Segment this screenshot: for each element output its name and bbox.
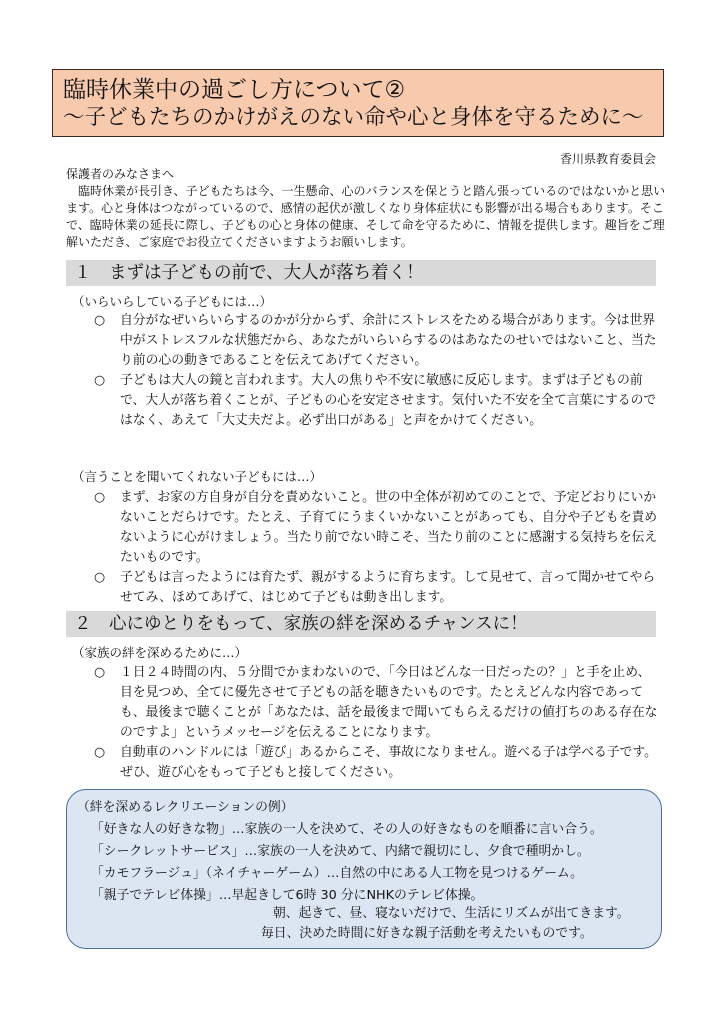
section-2-heading: ２ 心にゆとりをもって、家族の絆を深めるチャンスに！	[66, 611, 656, 637]
bullet-icon: ○	[94, 373, 106, 388]
bullet-icon: ○	[94, 665, 106, 680]
list-item: ○ 自分がなぜいらいらするのかが分からず、余計にストレスをためる場合があります。今は世界中がストレスフルな状態だから、あなたがいらいらするのはあなたのせいではないこと、当たり前の心の動きであることを伝えてあげてください。	[94, 311, 658, 371]
title-box	[52, 69, 664, 137]
section-1-group-1-list	[94, 311, 658, 431]
section-2-group-1-list	[94, 663, 658, 783]
list-item: ○ 子どもは言ったようには育たず、親がするように育ちます。して見せて、言って聞かせてやらせてみ、ほめてあげて、はじめて子どもは動き出します。	[94, 568, 658, 608]
list-item: ○ 自動車のハンドルには「遊び」あるからこそ、事故になりません。遊べる子は学べる子です。ぜひ、遊び心をもって子どもと接してください。	[94, 743, 658, 783]
recreation-closing-2: 毎日、決めた時間に好きな親子活動を考えたいものです。	[261, 926, 593, 941]
recreation-item: 「親子でテレビ体操」…早起きして6時 30 分にNHKのテレビ体操。	[91, 888, 484, 903]
recreation-title: （絆を深めるレクリエーションの例）	[77, 800, 294, 815]
bullet-icon: ○	[94, 313, 106, 328]
list-item: ○ 子どもは大人の鏡と言われます。大人の焦りや不安に敏感に反応します。まずは子どもの前で、大人が落ち着くことが、子どもの心を安定させます。気付いた不安を全て言葉にするのではなく、あえて「大丈夫だよ。必ず出口がある」と声をかけてください。	[94, 371, 658, 431]
list-item: ○ １日２４時間の内、５分間でかまわないので、「今日はどんな一日だったの？」と手を止め、目を見つめ、全てに優先させて子どもの話を聴きたいものです。たとえどんな内容であっても、最後まで聴くことが「あなたは、話を最後まで聞いてもらえるだけの値打ちのある存在なのですよ」というメッセージを伝えることになります。	[94, 663, 658, 743]
bullet-icon: ○	[94, 745, 106, 760]
recreation-item: 「好きな人の好きな物」…家族の一人を決めて、その人の好きなものを順番に言い合う。	[91, 822, 603, 837]
recreation-item: 「シークレットサービス」…家族の一人を決めて、内緒で親切にし、夕食で種明かし。	[91, 844, 590, 859]
intro-text: 臨時休業が長引き、子どもたちは今、一生懸命、心のバランスを保とうと踏ん張っているのではないかと思います。心と身体はつながっているので、感情の起伏が激しくなり身体症状にも影響が出る場合もあります。そこで、臨時休業の延長に際し、子どもの心と身体の健康、そして命を守るために、情報を提供します。趣旨をご理解いただき、ご家庭でお役立てくださいますようお願いします。	[66, 184, 666, 249]
recreation-item: 「カモフラージュ」（ネイチャーゲーム）…自然の中にある人工物を見つけるゲーム。	[91, 866, 583, 881]
section-1-group-2-label: （言うことを聞いてくれない子どもには…）	[72, 469, 323, 484]
document-subtitle: ～子どもたちのかけがえのない命や心と身体を守るために～	[63, 105, 644, 130]
greeting: 保護者のみなさまへ	[66, 167, 175, 181]
recreation-examples-box	[66, 789, 662, 949]
list-item: ○ まず、お家の方自身が自分を責めないこと。世の中全体が初めてのことで、予定どおりにいかないことだらけです。たとえ、子育てにうまくいかないことがあっても、自分や子どもを責めないように心がけましょう。当たり前でない時こそ、当たり前のことに感謝する気持ちを伝えたいものです。	[94, 488, 658, 568]
section-1-heading: １ まずは子どもの前で、大人が落ち着く！	[66, 260, 656, 286]
section-2-group-1-label: （家族の絆を深めるために…）	[72, 645, 248, 660]
organization-name: 香川県教育委員会	[559, 152, 656, 166]
document-title: 臨時休業中の過ごし方について②	[63, 77, 406, 103]
bullet-icon: ○	[94, 490, 106, 505]
intro-section	[66, 166, 666, 251]
section-1-group-1-label: （いらいらしている子どもには…）	[72, 294, 273, 309]
bullet-icon: ○	[94, 570, 106, 585]
recreation-closing-1: 朝、起きて、昼、寝ないだけで、生活にリズムが出てきます。	[273, 906, 630, 921]
section-1-group-2-list	[94, 488, 658, 608]
